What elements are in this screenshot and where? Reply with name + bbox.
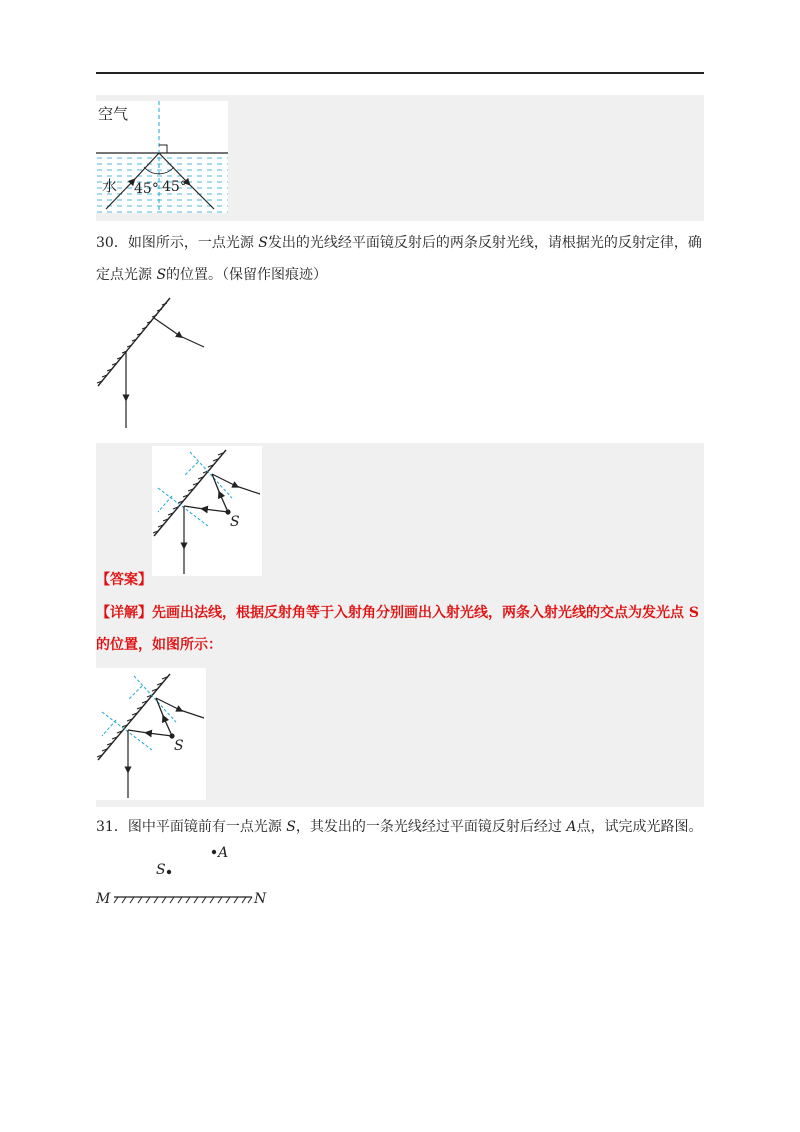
incident-ray-1: [220, 494, 228, 512]
normal-1: [134, 676, 176, 722]
q31-var-a: A: [566, 819, 577, 835]
q30-var-s-2: S: [156, 267, 167, 283]
incident-ray-2-end: [184, 506, 204, 509]
answer-diagram: [152, 446, 262, 576]
normal-2b: [102, 720, 116, 736]
q30-text-b: 发出的光线经平面镜反射后的两条反射光线，请根据光的反射定律，确: [267, 235, 702, 251]
detail-diagram: [96, 668, 206, 800]
q30-number: 30．: [96, 235, 128, 251]
right-angle-mark: [159, 145, 167, 153]
q30-text-d: 的位置。（保留作图痕迹）: [166, 267, 328, 283]
incident-ray-2: [148, 733, 172, 736]
q30-figure: [94, 292, 210, 432]
q30-var-s: S: [258, 235, 268, 251]
label-m: M: [96, 891, 111, 907]
point-s: [167, 870, 171, 874]
q31-var-s: S: [286, 819, 296, 835]
label-s: S: [230, 514, 240, 530]
mirror-hatching: [97, 303, 167, 383]
mirror-hatching: [114, 897, 252, 903]
detail-figure: [96, 668, 206, 800]
q30-line2: [96, 266, 327, 284]
label-angle-right: 45°: [162, 179, 187, 195]
label-s: S: [174, 738, 184, 754]
label-n: N: [254, 891, 267, 907]
header-rule: [96, 72, 704, 74]
incident-ray-2: [204, 509, 228, 512]
reflected-ray-1-end: [180, 336, 204, 347]
reflected-ray-1: [154, 318, 180, 336]
air-water-diagram: [96, 101, 228, 213]
q31-diagram: [94, 842, 274, 912]
label-s: S: [156, 862, 166, 878]
q31-text-b: ，其发出的一条光线经过平面镜反射后经过: [295, 819, 567, 835]
answer-figure: [152, 446, 262, 576]
label-water: 水: [102, 177, 118, 195]
q31-text-a: 图中平面镜前有一点光源: [127, 819, 287, 835]
q30-diagram: [94, 292, 210, 432]
label-a: A: [218, 845, 229, 861]
detail-text-1: 先画出法线，根据反射角等于入射角分别画出入射光线，两条入射光线的交点为发光点 S: [152, 605, 699, 621]
normal-1b: [128, 686, 142, 700]
point-a: [212, 850, 216, 854]
label-air: 空气: [98, 105, 129, 123]
q31-number: 31．: [96, 819, 128, 835]
detail-line2: 的位置，如图所示：: [96, 637, 222, 653]
mirror: [154, 450, 226, 536]
mirror-hatching: [97, 677, 167, 757]
normal-1: [190, 452, 232, 498]
detail-line1: [96, 604, 699, 622]
label-angle-left: 45°: [134, 181, 159, 197]
mirror: [98, 298, 170, 386]
q30-text-a: 如图所示，一点光源: [127, 235, 259, 251]
reflected-ray-1-end: [236, 486, 260, 494]
mirror: [98, 674, 170, 760]
air-water-figure: [96, 101, 228, 213]
mirror-hatching: [153, 453, 223, 533]
q30-text-c: 定点光源: [96, 267, 157, 283]
incident-ray-2-end: [128, 730, 148, 733]
normal-1b: [184, 462, 198, 476]
answer-tag: 【答案】: [96, 572, 152, 588]
detail-tag: 【详解】: [96, 605, 152, 621]
q31-line: [96, 818, 702, 836]
reflected-ray-1-end: [180, 710, 204, 718]
normal-2b: [158, 496, 172, 512]
q31-text-c: 点，试完成光路图。: [576, 819, 703, 835]
q30-line1: [96, 234, 702, 252]
q31-figure: [94, 842, 274, 912]
incident-ray-1: [164, 718, 172, 736]
